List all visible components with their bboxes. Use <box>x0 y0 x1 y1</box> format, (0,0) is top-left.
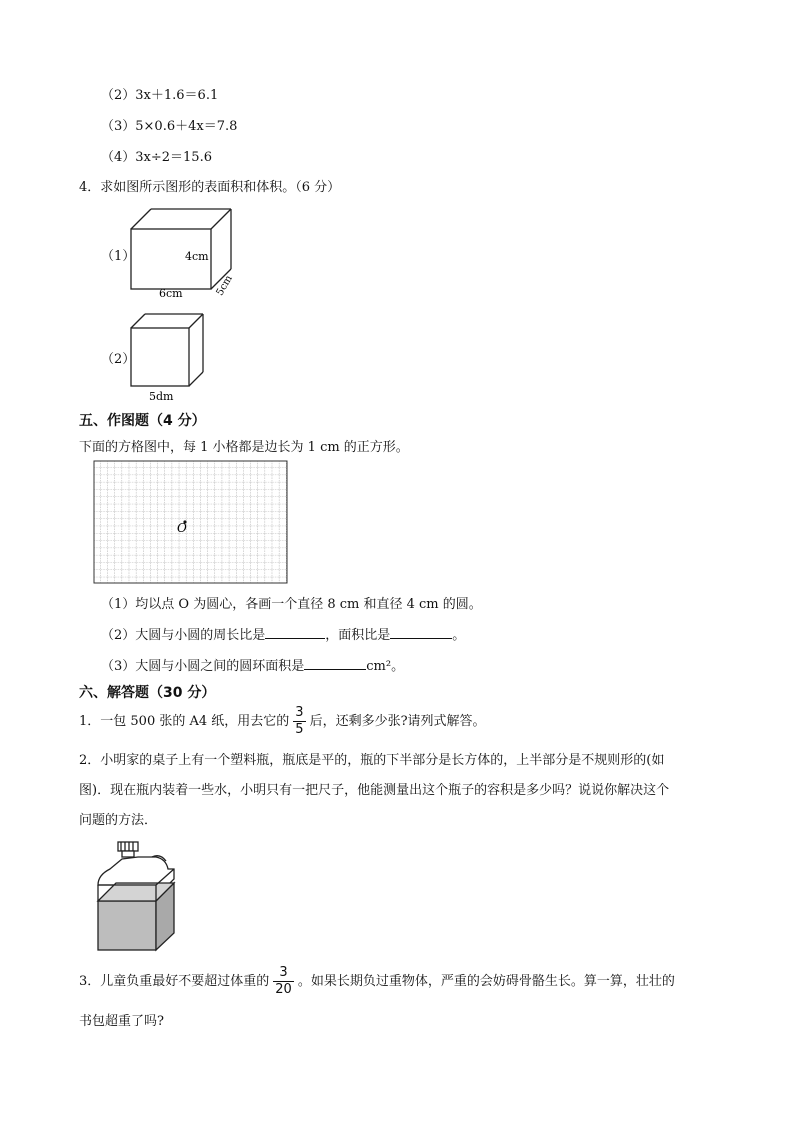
fraction-three-twentieths: $\frac{3}{20}$ <box>275 965 292 997</box>
section-6-question-2-line-1: 2．小明家的桌子上有一个塑料瓶，瓶底是平的，瓶的下半部分是长方体的，上半部分是不规则形的(如 <box>79 753 665 768</box>
section-5-intro: 下面的方格图中，每 1 小格都是边长为 1 cm 的正方形。 <box>79 440 409 455</box>
section-6-heading: 六、解答题（30 分） <box>79 685 216 701</box>
section-5-item-3: （3）大圆与小圆之间的圆环面积是 cm²。 <box>101 655 404 674</box>
circumference-ratio-blank[interactable] <box>265 624 325 639</box>
section-6-question-3: 3．儿童负重最好不要超过体重的 $\frac{3}{20}$ 。如果长期负过重物体，严重的会妨碍骨骼生长。算一算，壮壮的 <box>79 965 675 997</box>
question-4-title: 4．求如图所示图形的表面积和体积。（6 分） <box>79 180 341 195</box>
cuboid-figure <box>125 205 245 300</box>
cube-edge-label: 5dm <box>149 390 174 403</box>
cuboid-length-label: 6cm <box>159 287 183 300</box>
equation-4: （4）3x÷2＝15.6 <box>101 150 212 165</box>
center-point-label: O <box>177 521 187 535</box>
fraction-three-fifths: $\frac{3}{5}$ <box>295 705 304 737</box>
bottle-figure <box>94 839 184 954</box>
section-6-question-2-line-2: 图)．现在瓶内装着一些水，小明只有一把尺子，他能测量出这个瓶子的容积是多少吗？说说你解决这个 <box>79 783 670 798</box>
section-6-question-1: 1．一包 500 张的 A4 纸，用去它的 $\frac{3}{5}$ 后，还剩多少张?请列式解答。 <box>79 705 486 737</box>
cuboid-width-label: 5cm <box>214 273 235 298</box>
section-5-item-1: （1）均以点 O 为圆心，各画一个直径 8 cm 和直径 4 cm 的圆。 <box>101 597 482 612</box>
cuboid-height-label: 4cm <box>185 250 209 263</box>
equation-3: （3）5×0.6＋4x＝7.8 <box>101 119 238 134</box>
cube-figure <box>125 310 215 403</box>
ring-area-blank[interactable] <box>304 655 366 670</box>
figure-1-label: （1） <box>101 249 136 264</box>
section-6-question-2-line-3: 问题的方法． <box>79 813 158 828</box>
section-6-question-3-line-2: 书包超重了吗? <box>79 1014 164 1029</box>
section-5-item-2: （2）大圆与小圆的周长比是 ，面积比是 。 <box>101 624 465 643</box>
figure-2-label: （2） <box>101 352 136 367</box>
grid-paper <box>93 460 290 585</box>
equation-2: （2）3x＋1.6＝6.1 <box>101 88 219 103</box>
section-5-heading: 五、作图题（4 分） <box>79 413 206 429</box>
area-ratio-blank[interactable] <box>390 624 452 639</box>
